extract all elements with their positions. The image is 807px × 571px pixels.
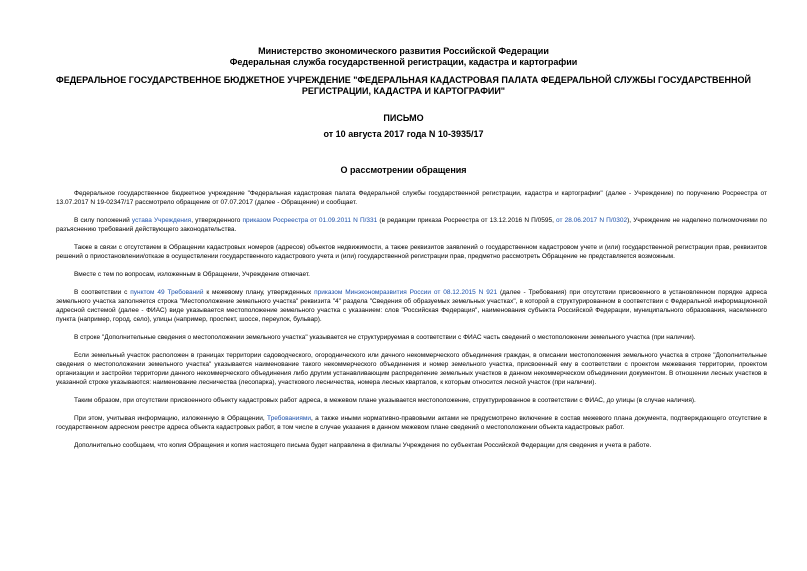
institution-name-line1: ФЕДЕРАЛЬНОЕ ГОСУДАРСТВЕННОЕ БЮДЖЕТНОЕ УЧРЕЖДЕНИЕ "ФЕДЕРАЛЬНАЯ КАДАСТРОВАЯ ПАЛАТА ФЕДЕРАЛЬНОЙ СЛУЖБЫ ГОСУДАРСТВЕННОЙ bbox=[56, 75, 751, 85]
requirements-link[interactable]: Требованиями bbox=[267, 415, 311, 422]
paragraph-text: Вместе с тем по вопросам, изложенным в Обращении, Учреждение отмечает. bbox=[74, 271, 310, 278]
requirements-item-49-link[interactable]: пунктом 49 Требований bbox=[130, 289, 204, 296]
paragraph-3 bbox=[56, 243, 767, 261]
paragraph-1 bbox=[56, 189, 767, 207]
paragraph-text: Дополнительно сообщаем, что копия Обращения и копия настоящего письма будет направлена в филиалы Учреждения по субъектам Российской Федерации для сведения и учета в работе. bbox=[74, 442, 652, 449]
paragraph-4 bbox=[56, 270, 767, 279]
institution-header bbox=[40, 75, 767, 97]
paragraph-7 bbox=[56, 351, 767, 387]
paragraph-text: При этом, учитывая информацию, изложенную в Обращении, bbox=[74, 415, 268, 422]
paragraph-text: В силу положений bbox=[74, 217, 132, 224]
ministry-name: Министерство экономического развития Российской Федерации bbox=[258, 46, 549, 56]
document-date: от 10 августа 2017 года N 10-3935/17 bbox=[323, 129, 484, 139]
paragraph-text: В соответствии с bbox=[74, 289, 131, 296]
ministry-order-link[interactable]: приказом Минэкономразвития России от 08.12.2015 N 921 bbox=[314, 289, 498, 296]
paragraph-text: В строке "Дополнительные сведения о местоположении земельного участка" указывается не структурируемая в соответствии с ФИАС часть сведений о местоположении земельного участка (при наличии). bbox=[74, 334, 696, 341]
amendment-order-link[interactable]: от 28.06.2017 N П/0302 bbox=[556, 217, 628, 224]
paragraph-2 bbox=[56, 216, 767, 234]
paragraph-10 bbox=[56, 441, 767, 450]
institution-name-line2: РЕГИСТРАЦИИ, КАДАСТРА И КАРТОГРАФИИ" bbox=[301, 86, 506, 96]
rosreestr-order-link[interactable]: приказом Росреестра от 01.09.2011 N П/331 bbox=[242, 217, 378, 224]
paragraph-5 bbox=[56, 288, 767, 324]
paragraph-text: Таким образом, при отсутствии присвоенного объекту кадастровых работ адреса, в межевом плане указывается местоположение, структурированное в соответствии с ФИАС, до улицы (в случае наличия). bbox=[74, 397, 696, 404]
paragraph-text: (в редакции приказа Росреестра от 13.12.2016 N П/0595, bbox=[377, 217, 557, 224]
paragraph-8 bbox=[56, 396, 767, 405]
charter-link[interactable]: устава Учреждения bbox=[131, 217, 192, 224]
paragraph-text: , утвержденного bbox=[191, 217, 243, 224]
ministry-header bbox=[40, 46, 767, 68]
paragraph-text: Федеральное государственное бюджетное учреждение "Федеральная кадастровая палата Федеральной службы государственной регистрации, кадастра и картографии" (далее - Учреждение) по поручению Росреестра от 13.07.2017 N 19-02347/17 рассмотрело обращение от 07.07.2017 (далее - Обращение) и сообщает. bbox=[56, 190, 767, 206]
document-subject: О рассмотрении обращения bbox=[340, 165, 467, 175]
paragraph-9 bbox=[56, 414, 767, 432]
paragraph-6 bbox=[56, 333, 767, 342]
document-type: ПИСЬМО bbox=[383, 113, 424, 123]
paragraph-text: Если земельный участок расположен в границах территории садоводческого, огороднического или дачного некоммерческого объединения граждан, в описании местоположения земельного участка в строке "Дополнительные сведения о местоположении земельного участка" указывается наименование такого некоммерческого объединения и номер земельного участка, присвоенный ему в соответствии с проектом межевания территории, проектом организации и застройки территории данного некоммерческого объединения либо другим устанавливающим распределение земельных участков в данном некоммерческом объединении документом. В отношении лесных участков в указанной строке указываются: наименование лесничества (лесопарка), участкового лесничества, номера лесных кварталов, к которым относится лесной участок (при наличии). bbox=[56, 352, 767, 386]
paragraph-text: ), Учреждение не наделено полномочиями по разъяснению требований действующего законодательства. bbox=[56, 217, 767, 233]
service-name: Федеральная служба государственной регистрации, кадастра и картографии bbox=[229, 57, 578, 67]
paragraph-text: (далее - Требования) при отсутствии присвоенного в установленном порядке адреса земельного участка заполняется строка "Местоположение земельного участка" реквизита "4" раздела "Сведения об образуемых земельных участках", в которой в структурированном в соответствии с Федеральной информационной адресной системой (далее - ФИАС) виде указывается местоположение земельного участка с указанием: слов "Российская Федерация", наименования субъекта Российской Федерации, муниципального образования, населенного пункта (например, город, село), улицы (например, проспект, шоссе, переулок, бульвар). bbox=[56, 289, 767, 323]
paragraph-text: к межевому плану, утвержденных bbox=[203, 289, 315, 296]
paragraph-text: Также в связи с отсутствием в Обращении кадастровых номеров (адресов) объектов недвижимости, а также реквизитов заявлений о государственном кадастровом учете и (или) государственной регистрации прав, реквизитов решений о приостановлении/отказе в осуществлении государственного кадастрового учета и (или) государственной регистрации прав, предметно рассмотреть Обращение не представляется возможным. bbox=[56, 244, 767, 260]
paragraph-text: , а также иными нормативно-правовыми актами не предусмотрено включение в состав межевого плана документа, подтверждающего отсутствие в государственном адресном реестре адреса объекта кадастровых работ, в том числе в случае указания в данном межевом плане сведений о местоположении объекта кадастровых работ. bbox=[56, 415, 767, 431]
document-body bbox=[56, 189, 767, 459]
